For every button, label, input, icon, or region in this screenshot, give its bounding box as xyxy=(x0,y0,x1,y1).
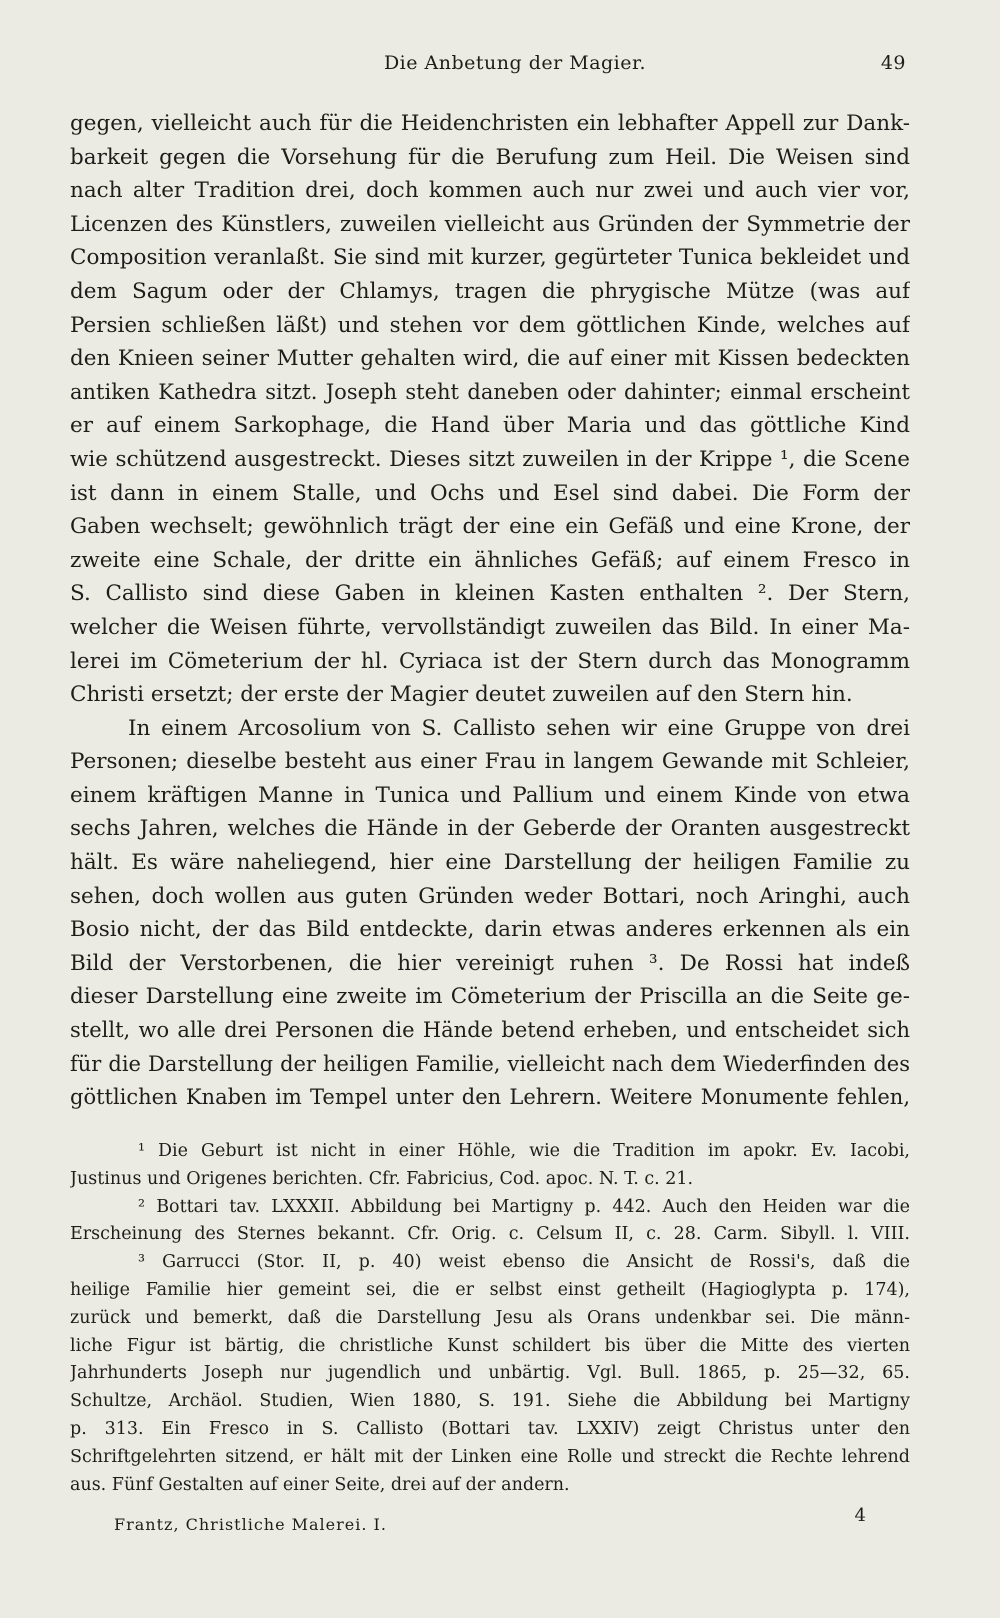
footnote-line: Schultze, Archäol. Studien, Wien 1880, S. 191. Siehe die Abbildung bei Martigny xyxy=(70,1391,910,1412)
footnote-line: aus. Fünf Gestalten auf einer Seite, drei auf der andern. xyxy=(70,1474,570,1495)
body-text xyxy=(70,107,910,1115)
footnotes xyxy=(70,1138,910,1499)
text-line: Personen; dieselbe besteht aus einer Frau in langem Gewande mit Schleier, xyxy=(70,749,910,775)
text-line: In einem Arcosolium von S. Callisto sehen wir eine Gruppe von drei xyxy=(128,715,910,741)
printer-signature: Frantz, Christliche Malerei. I. xyxy=(114,1515,387,1534)
footnote-line: ¹ Die Geburt ist nicht in einer Höhle, wie die Tradition im apokr. Ev. Iacobi, xyxy=(138,1141,910,1161)
page-footer xyxy=(70,1505,910,1533)
text-line: gegen, vielleicht auch für die Heidenchristen ein lebhafter Appell zur Dank- xyxy=(70,111,910,136)
text-line: er auf einem Sarkophage, die Hand über Maria und das göttliche Kind xyxy=(70,413,910,439)
text-line: sehen, doch wollen aus guten Gründen weder Bottari, noch Aringhi, auch xyxy=(70,883,910,909)
text-line: sechs Jahren, welches die Hände in der Geberde der Oranten ausgestreckt xyxy=(70,816,910,842)
text-line: Bosio nicht, der das Bild entdeckte, darin etwas anderes erkennen als ein xyxy=(70,917,910,943)
text-line: göttlichen Knaben im Tempel unter den Lehrern. Weitere Monumente fehlen, xyxy=(70,1085,910,1110)
text-line: einem kräftigen Manne in Tunica und Pallium und einem Kinde von etwa xyxy=(70,782,910,808)
text-line: ist dann in einem Stalle, und Ochs und Esel sind dabei. Die Form der xyxy=(70,480,910,506)
footnote-line: p. 313. Ein Fresco in S. Callisto (Bottari tav. LXXIV) zeigt Christus unter den xyxy=(70,1418,910,1439)
footnote-line: Schriftgelehrten sitzend, er hält mit der Linken eine Rolle und streckt die Rechte lehrend xyxy=(70,1446,910,1467)
footnote-line: Jahrhunderts Joseph nur jugendlich und unbärtig. Vgl. Bull. 1865, p. 25—32, 65. xyxy=(70,1363,910,1384)
text-line: welcher die Weisen führte, vervollständigt zuweilen das Bild. In einer Ma- xyxy=(70,614,910,640)
running-head xyxy=(0,52,1000,82)
text-line: den Knieen seiner Mutter gehalten wird, die auf einer mit Kissen bedeckten xyxy=(70,346,910,372)
text-line: antiken Kathedra sitzt. Joseph steht daneben oder dahinter; einmal erscheint xyxy=(70,379,910,404)
text-line: nach alter Tradition drei, doch kommen auch nur zwei und auch vier vor, xyxy=(70,178,910,204)
footnote-line: zurück und bemerkt, daß die Darstellung Jesu als Orans undenkbar sei. Die männ- xyxy=(70,1307,910,1328)
text-line: Bild der Verstorbenen, die hier vereinigt ruhen ³. De Rossi hat indeß xyxy=(70,950,910,976)
text-line: hält. Es wäre naheliegend, hier eine Darstellung der heiligen Familie zu xyxy=(70,850,910,876)
footnote-line: Justinus und Origenes berichten. Cfr. Fabricius, Cod. apoc. N. T. c. 21. xyxy=(70,1168,694,1189)
running-title: Die Anbetung der Magier. xyxy=(383,52,647,74)
footnote-line: liche Figur ist bärtig, die christliche Kunst schildert bis über die Mitte des vierten xyxy=(70,1335,910,1356)
text-line: S. Callisto sind diese Gaben in kleinen Kasten enthalten ². Der Stern, xyxy=(70,581,910,607)
text-line: dieser Darstellung eine zweite im Cömeterium der Priscilla an die Seite ge- xyxy=(70,984,910,1010)
text-line: barkeit gegen die Vorsehung für die Berufung zum Heil. Die Weisen sind xyxy=(70,144,910,170)
text-line: stellt, wo alle drei Personen die Hände betend erheben, und entscheidet sich xyxy=(70,1018,910,1043)
footnote-line: ³ Garrucci (Stor. II, p. 40) weist ebenso die Ansicht de Rossi's, daß die xyxy=(138,1252,910,1273)
text-line: dem Sagum oder der Chlamys, tragen die phrygische Mütze (was auf xyxy=(70,278,910,304)
text-line: lerei im Cömeterium der hl. Cyriaca ist der Stern durch das Monogramm xyxy=(70,648,910,674)
text-line: Persien schließen läßt) und stehen vor dem göttlichen Kinde, welches auf xyxy=(70,312,910,338)
text-line: für die Darstellung der heiligen Familie, vielleicht nach dem Wiederfinden des xyxy=(70,1051,910,1076)
text-line: Licenzen des Künstlers, zuweilen vielleicht aus Gründen der Symmetrie der xyxy=(70,211,910,237)
text-line: wie schützend ausgestreckt. Dieses sitzt zuweilen in der Krippe ¹, die Scene xyxy=(70,446,910,472)
page-number: 49 xyxy=(880,52,906,74)
text-line: Christi ersetzt; der erste der Magier deutet zuweilen auf den Stern hin. xyxy=(70,682,853,708)
footnote-line: heilige Familie hier gemeint sei, die er selbst einst getheilt (Hagioglypta p. 174), xyxy=(70,1279,910,1300)
footnote-line: ² Bottari tav. LXXXII. Abbildung bei Martigny p. 442. Auch den Heiden war die xyxy=(138,1196,910,1217)
text-line: Composition veranlaßt. Sie sind mit kurzer, gegürteter Tunica bekleidet und xyxy=(70,245,910,271)
text-line: Gaben wechselt; gewöhnlich trägt der eine ein Gefäß und eine Krone, der xyxy=(70,514,910,540)
signature-number: 4 xyxy=(854,1505,866,1526)
footnote-line: Erscheinung des Sternes bekannt. Cfr. Orig. c. Celsum II, c. 28. Carm. Sibyll. l. VIII. xyxy=(70,1224,910,1245)
text-line: zweite eine Schale, der dritte ein ähnliches Gefäß; auf einem Fresco in xyxy=(70,547,910,573)
